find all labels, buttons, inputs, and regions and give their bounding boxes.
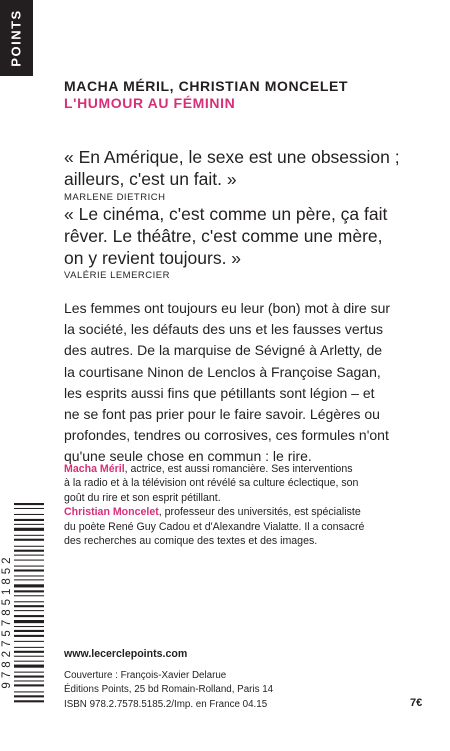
barcode-bar [14,560,44,561]
author-bios [64,462,444,548]
barcode-bar [14,601,44,602]
quote-2-line-2: rêver. Le théâtre, c'est comme une mère, [64,226,383,246]
barcode-bar [14,508,44,509]
barcode-bar [14,630,44,632]
credit-isbn: ISBN 978.2.7578.5185.2/Imp. en France 04.15 [64,698,268,710]
barcode-bar [14,528,44,531]
blurb-line: la société, les défauts des uns et les fausses vertus [64,321,384,338]
publisher-logo-tab [0,0,33,76]
barcode-digits: 9782757851852 [1,553,13,689]
bio-2-author-name: Christian Moncelet [64,506,159,519]
blurb-line: la courtisane Ninon de Lenclos à Françoise Sagan, [64,363,381,380]
bio-2-line-2: du poète René Guy Cadou et d'Alexandre Vialatte. Il a consacré [64,520,365,533]
barcode-bar [14,700,44,702]
quote-1-line-1: « En Amérique, le sexe est une obsession ; [64,147,400,167]
barcode-bar [14,676,44,678]
barcode-bar [14,566,44,567]
barcode-bar [14,535,44,536]
bio-1-line-3: goût du rire et son esprit pétillant. [64,491,221,504]
barcode-bar [14,514,44,515]
barcode-bar [14,665,44,668]
barcode-bar [14,626,44,627]
bio-1-line-1-text: , actrice, est aussi romancière. Ses interventions [124,463,353,475]
barcode-bar [14,579,44,580]
bio-1-line-1 [64,462,444,476]
bio-2-line-1 [64,505,444,519]
barcode-bars [14,503,44,739]
barcode-bar [14,615,44,617]
bio-1-author-name: Macha Méril [64,463,125,475]
credits-block [64,669,273,712]
barcode-bar [14,684,44,686]
publisher-logo-text: POINTS [8,9,24,67]
barcode-bar [14,605,44,607]
bio-2-line-3: des recherches au comique des textes et des images. [64,535,318,548]
barcode-bar [14,524,44,525]
blurb-line: Les femmes ont toujours eu leur (bon) mot à dire sur [64,300,391,316]
barcode-bar [14,519,44,521]
publisher-website: www.lecerclepoints.com [64,648,188,660]
blurb-line: ne se font pas prier pour le faire savoir. Légères ou [64,406,380,423]
barcode-bar [14,691,44,692]
barcode-bar [14,550,44,552]
barcode-bar [14,539,44,541]
barcode-bar [14,661,44,662]
quote-1-author: MARLENE DIETRICH [64,192,166,203]
credit-cover: Couverture : François-Xavier Delarue [64,670,227,681]
barcode-bar [14,680,44,681]
barcode-bar [14,635,44,637]
barcode-bar [14,672,44,673]
blurb-paragraph [64,298,444,468]
barcode-bar [14,695,44,697]
credit-publisher: Éditions Points, 25 bd Romain-Rolland, Paris 14 [64,684,274,696]
bio-2-line-1-text: , professeur des universités, est spécialiste [158,506,361,519]
blurb-line: des autres. De la marquise de Sévigné à Arletty, de [64,342,383,359]
blurb-line: les esprits aussi fins que pétillants sont légion – et [64,384,375,401]
quote-1-line-2: ailleurs, c'est un fait. » [64,169,237,189]
quote-2-line-1: « Le cinéma, c'est comme un père, ça fait [64,204,388,224]
barcode-bar [14,555,44,556]
barcode-bar [14,546,44,547]
barcode-bar [14,656,44,657]
isbn-barcode [0,495,46,747]
barcode-bar [14,590,44,592]
barcode-bar [14,595,44,596]
quote-2-line-3: on y revient toujours. » [64,248,242,268]
book-title: L'HUMOUR AU FÉMININ [64,95,236,111]
bio-1-line-2: à la radio et à la télévision ont révélé sa culture éclectique, son [64,477,359,490]
blurb-line: profondes, tendres ou corrosives, ces formules n'ont [64,427,389,444]
barcode-bar [14,610,44,611]
barcode-bar [14,503,44,505]
barcode-bar [14,620,44,623]
barcode-bar [14,569,44,571]
barcode-bar [14,575,44,576]
blurb-line: qu'une seule chose en commun : le rire. [64,448,312,465]
quote-2-author: VALÉRIE LEMERCIER [64,270,170,281]
barcode-bar [14,647,44,648]
quote-2 [64,203,436,269]
price-label: 7€ [410,697,423,709]
barcode-bar [14,651,44,653]
barcode-bar [14,641,44,642]
barcode-bar [14,584,44,587]
quote-1 [64,146,436,190]
book-authors: MACHA MÉRIL, CHRISTIAN MONCELET [64,78,349,94]
